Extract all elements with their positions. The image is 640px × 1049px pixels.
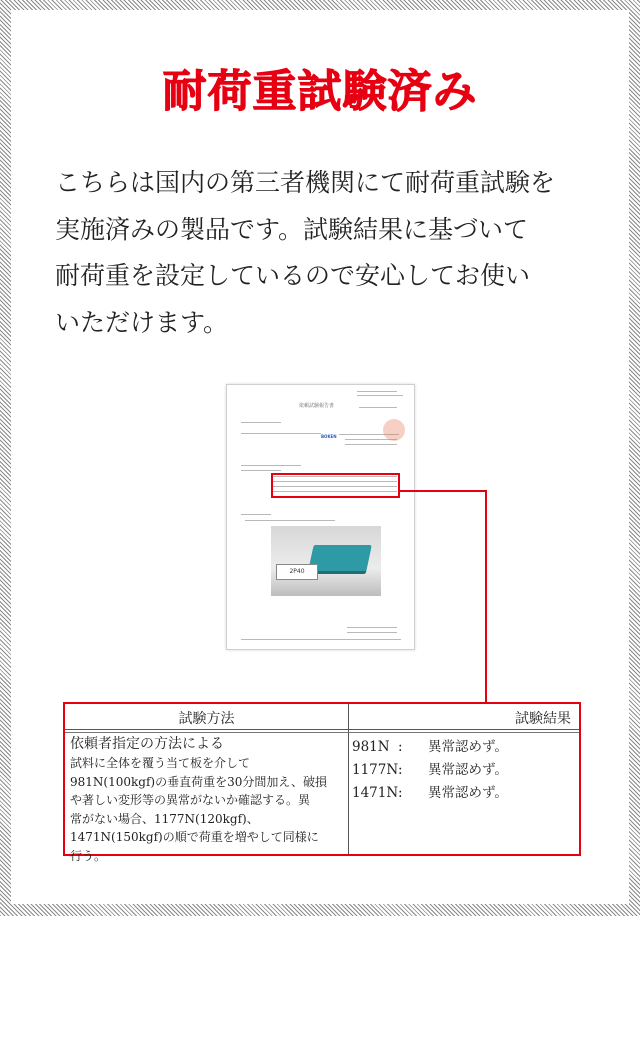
test-result-table bbox=[63, 702, 581, 863]
page-title: 耐荷重試験済み bbox=[162, 66, 478, 117]
result-row bbox=[352, 781, 508, 801]
result-load: 1471N bbox=[352, 785, 399, 801]
lead-paragraph bbox=[55, 160, 595, 346]
method-line: や著しい変形等の異常がないか確認する。異 bbox=[70, 793, 311, 807]
lead-line: 耐荷重を設定しているので安心してお使い bbox=[55, 261, 531, 290]
photo-sign: 2P40 bbox=[276, 564, 318, 580]
lead-line: 実施済みの製品です。試験結果に基づいて bbox=[55, 214, 529, 244]
method-line: 依頼者指定の方法による bbox=[70, 736, 224, 752]
highlight-box bbox=[271, 473, 400, 498]
product-photo bbox=[271, 526, 381, 596]
result-load: 1177N bbox=[352, 762, 399, 778]
lead-line: いただけます。 bbox=[55, 307, 229, 337]
method-line: 981N(100kgf)の垂直荷重を30分間加え、破損 bbox=[70, 774, 328, 789]
method-line: 1471N(150kgf)の順で荷重を増やして同様に bbox=[70, 830, 319, 844]
result-row bbox=[352, 735, 508, 755]
result-verdict: 異常認めず。 bbox=[428, 739, 508, 755]
header-result: 試験結果 bbox=[515, 711, 571, 727]
result-row bbox=[352, 758, 508, 778]
connector-line bbox=[485, 490, 487, 703]
result-load: 981N bbox=[352, 739, 390, 755]
connector-line bbox=[398, 490, 487, 492]
method-line: 試料に全体を覆う当て板を介して bbox=[70, 756, 251, 770]
method-line: 常がない場合、1177N(120kgf)、 bbox=[70, 811, 259, 826]
result-sep: : bbox=[398, 739, 403, 755]
result-sep: : bbox=[398, 762, 403, 778]
column-divider bbox=[348, 704, 349, 854]
certificate-org: BOKEN bbox=[321, 434, 337, 439]
result-verdict: 異常認めず。 bbox=[428, 762, 508, 778]
method-line: 行う。 bbox=[70, 848, 107, 863]
result-sep: : bbox=[398, 785, 403, 801]
certificate-thumbnail bbox=[226, 384, 415, 650]
result-verdict: 異常認めず。 bbox=[428, 785, 508, 801]
header-divider bbox=[65, 729, 579, 730]
seal-stamp bbox=[383, 419, 405, 441]
header-divider bbox=[65, 732, 579, 733]
certificate-header: 依頼試験報告書 bbox=[299, 403, 335, 409]
header-method: 試験方法 bbox=[178, 711, 235, 727]
lead-line: こちらは国内の第三者機関にて耐荷重試験を bbox=[55, 168, 556, 197]
method-cell bbox=[70, 734, 345, 865]
